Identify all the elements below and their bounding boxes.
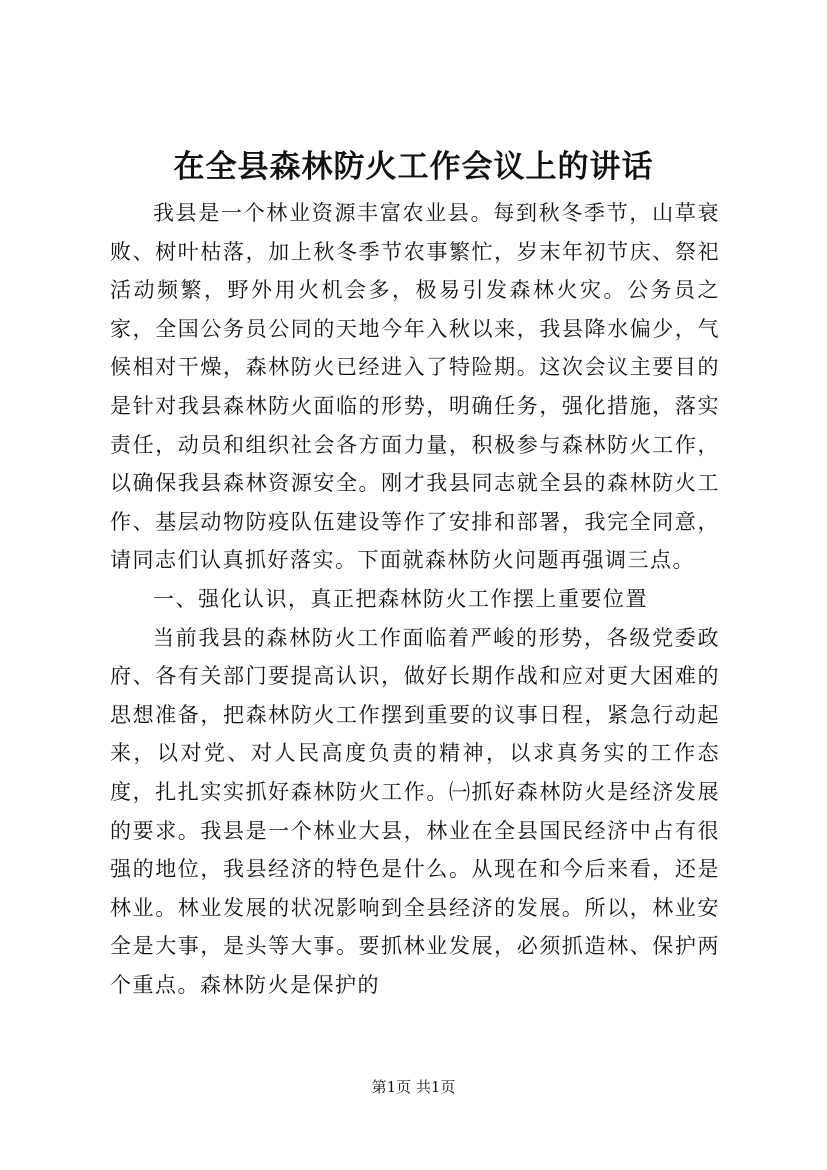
paragraph-section-1: 当前我县的森林防火工作面临着严峻的形势，各级党委政府、各有关部门要提高认识，做好长期作战和应对更大困难的思想准备，把森林防火工作摆到重要的议事日程，紧急行动起来，以对党、对人民高度负责的精神，以求真务实的工作态度，扎扎实实抓好森林防火工作。㈠抓好森林防火是经济发展的要求。我县是一个林业大县，林业在全县国民经济中占有很强的地位，我县经济的特色是什么。从现在和今后来看，还是林业。林业发展的状况影响到全县经济的发展。所以，林业安全是大事，是头等大事。要抓林业发展，必须抓造林、保护两个重点。森林防火是保护的 [110, 625, 720, 997]
document-body [110, 194, 720, 1004]
paragraph-intro: 我县是一个林业资源丰富农业县。每到秋冬季节，山草衰败、树叶枯落，加上秋冬季节农事繁忙，岁末年初节庆、祭祀活动频繁，野外用火机会多，极易引发森林火灾。公务员之家，全国公务员公同的天地今年入秋以来，我县降水偏少，气候相对干燥，森林防火已经进入了特险期。这次会议主要目的是针对我县森林防火面临的形势，明确任务，强化措施，落实责任，动员和组织社会各方面力量，积极参与森林防火工作，以确保我县森林资源安全。刚才我县同志就全县的森林防火工作、基层动物防疫队伍建设等作了安排和部署，我完全同意，请同志们认真抓好落实。下面就森林防火问题再强调三点。 [110, 201, 720, 573]
section-heading-1: 一、强化认识，真正把森林防火工作摆上重要位置 [153, 586, 648, 611]
page-number-footer: 第1页 共1页 [371, 1078, 456, 1096]
document-title: 在全县森林防火工作会议上的讲话 [173, 149, 654, 185]
